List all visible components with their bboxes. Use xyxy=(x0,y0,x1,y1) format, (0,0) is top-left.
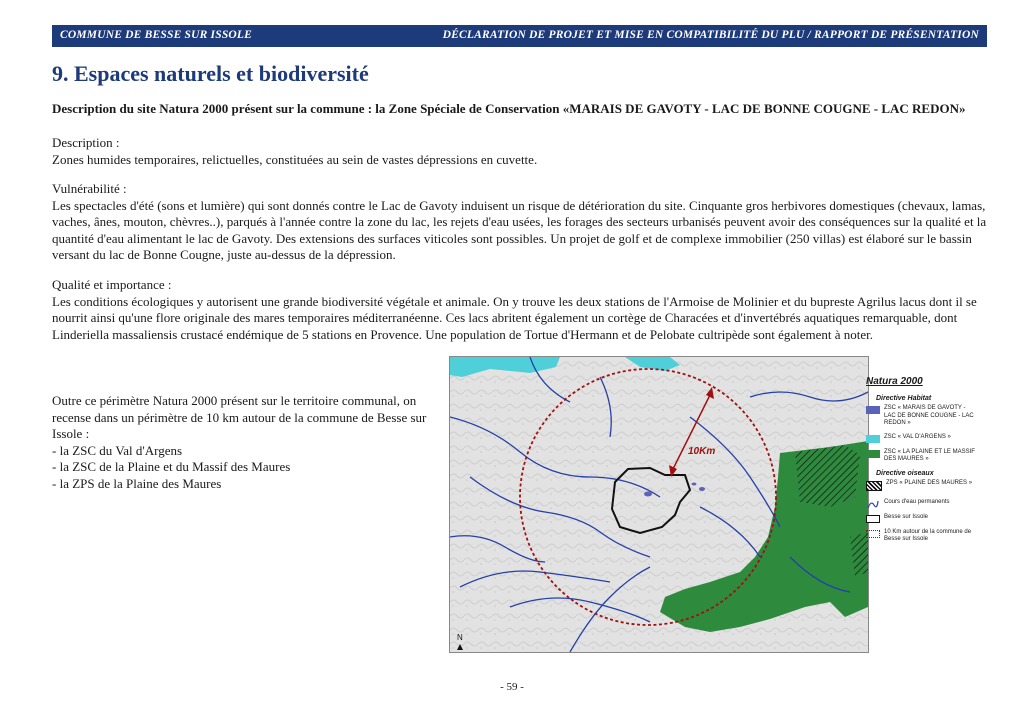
legend-swatch xyxy=(866,481,882,491)
quality-paragraph xyxy=(52,277,990,343)
header-bar xyxy=(52,25,987,47)
natura-map xyxy=(449,356,869,653)
lac-bonne-cougne xyxy=(699,487,705,491)
legend-group-habitat: Directive Habitat xyxy=(876,395,932,402)
legend-item: Besse sur Issole xyxy=(866,514,976,523)
map-legend xyxy=(866,376,976,550)
north-label: N xyxy=(457,633,463,642)
legend-swatch xyxy=(866,515,880,523)
lac-redon xyxy=(692,483,697,486)
river-icon xyxy=(866,500,880,508)
list-item: - la ZPS de la Plaine des Maures xyxy=(52,475,222,491)
list-item: - la ZSC de la Plaine et du Massif des Maures xyxy=(52,459,291,475)
legend-item: ZSC « MARAIS DE GAVOTY - LAC DE BONNE COUGNE - LAC REDON » xyxy=(866,405,976,428)
page-number: - 59 - xyxy=(500,681,524,693)
section-title: 9. Espaces naturels et biodiversité xyxy=(52,61,369,86)
list-item: - la ZSC du Val d'Argens xyxy=(52,442,183,458)
description-paragraph xyxy=(52,135,990,168)
map-svg xyxy=(450,357,868,652)
legend-item: 10 Km autour de la commune de Besse sur Issole xyxy=(866,529,976,544)
legend-item: ZPS « PLAINE DES MAURES » xyxy=(866,480,976,491)
surrounding-sites-list xyxy=(52,443,432,493)
vulnerability-label: Vulnérabilité : xyxy=(52,181,127,196)
zps-plaine-maures-zone xyxy=(795,445,860,507)
legend-swatch xyxy=(866,435,880,443)
site-subtitle: Description du site Natura 2000 présent sur la commune : la Zone Spéciale de Conservation «MARAIS DE GAVOTY - LAC DE BONNE COUGNE - LAC REDON» xyxy=(52,101,966,116)
legend-swatch xyxy=(866,450,880,458)
legend-item: ZSC « LA PLAINE ET LE MASSIF DES MAURES » xyxy=(866,449,976,464)
legend-group-oiseaux: Directive oiseaux xyxy=(876,469,934,477)
surrounding-intro: Outre ce périmètre Natura 2000 présent sur le territoire communal, on recense dans un périmètre de 10 km autour de la commune de Besse sur Issole : xyxy=(52,393,427,442)
legend-swatch xyxy=(866,530,880,538)
legend-title: Natura 2000 xyxy=(866,376,923,387)
vulnerability-text: Les spectacles d'été (sons et lumière) qui sont donnés contre le Lac de Gavoty induisent un risque de détérioration du site. Cinquante gros herbivores domestiques (chevaux, lamas, vaches, ânes, mouton, chèvres..), parqués à l'année contre la zone du lac, les rejets d'eau usées, les forages des secteurs urbanisés peuvent avoir des conséquences sur la qualité et la quantité d'eau alimentant le lac de Gavoty. Des extensions des surfaces viticoles sont possibles. Un projet de golf et de complexe immobilier (250 villas) est élaboré sur le bassin versant du lac de Bonne Cougne, juste au-dessus de la dépression. xyxy=(52,197,987,263)
legend-item: Cours d'eau permanents xyxy=(866,499,976,508)
header-document-title: DÉCLARATION DE PROJET ET MISE EN COMPATIBILITÉ DU PLU / RAPPORT DE PRÉSENTATION xyxy=(442,29,979,41)
quality-label: Qualité et importance : xyxy=(52,277,172,292)
header-commune: COMMUNE DE BESSE SUR ISSOLE xyxy=(60,29,253,41)
distance-label: 10Km xyxy=(688,446,716,457)
description-label: Description : xyxy=(52,135,120,150)
vulnerability-paragraph xyxy=(52,181,990,264)
surrounding-sites-text xyxy=(52,393,432,493)
description-text: Zones humides temporaires, relictuelles, constituées au sein de vastes dépressions en cuvette. xyxy=(52,151,538,167)
quality-text: Les conditions écologiques y autorisent une grande biodiversité végétale et animale. On y trouve les deux stations de l'Armoise de Molinier et du bupreste Agrilus lacus dont il se nourrit ainsi qu'une flore originale des mares temporaires méditerranéenne. Ces lacs abritent également un cortège de Characées et d'invertébrés aquatiques remarquable, dont Linderiella massaliensis crustacé endémique de 5 stations en Provence. Une population de Tortue d'Hermann et de Pelobate cultripède sont également à noter. xyxy=(52,293,977,342)
legend-swatch xyxy=(866,406,880,414)
lac-gavoty xyxy=(644,492,652,497)
legend-item: ZSC « VAL D'ARGENS » xyxy=(866,434,976,443)
